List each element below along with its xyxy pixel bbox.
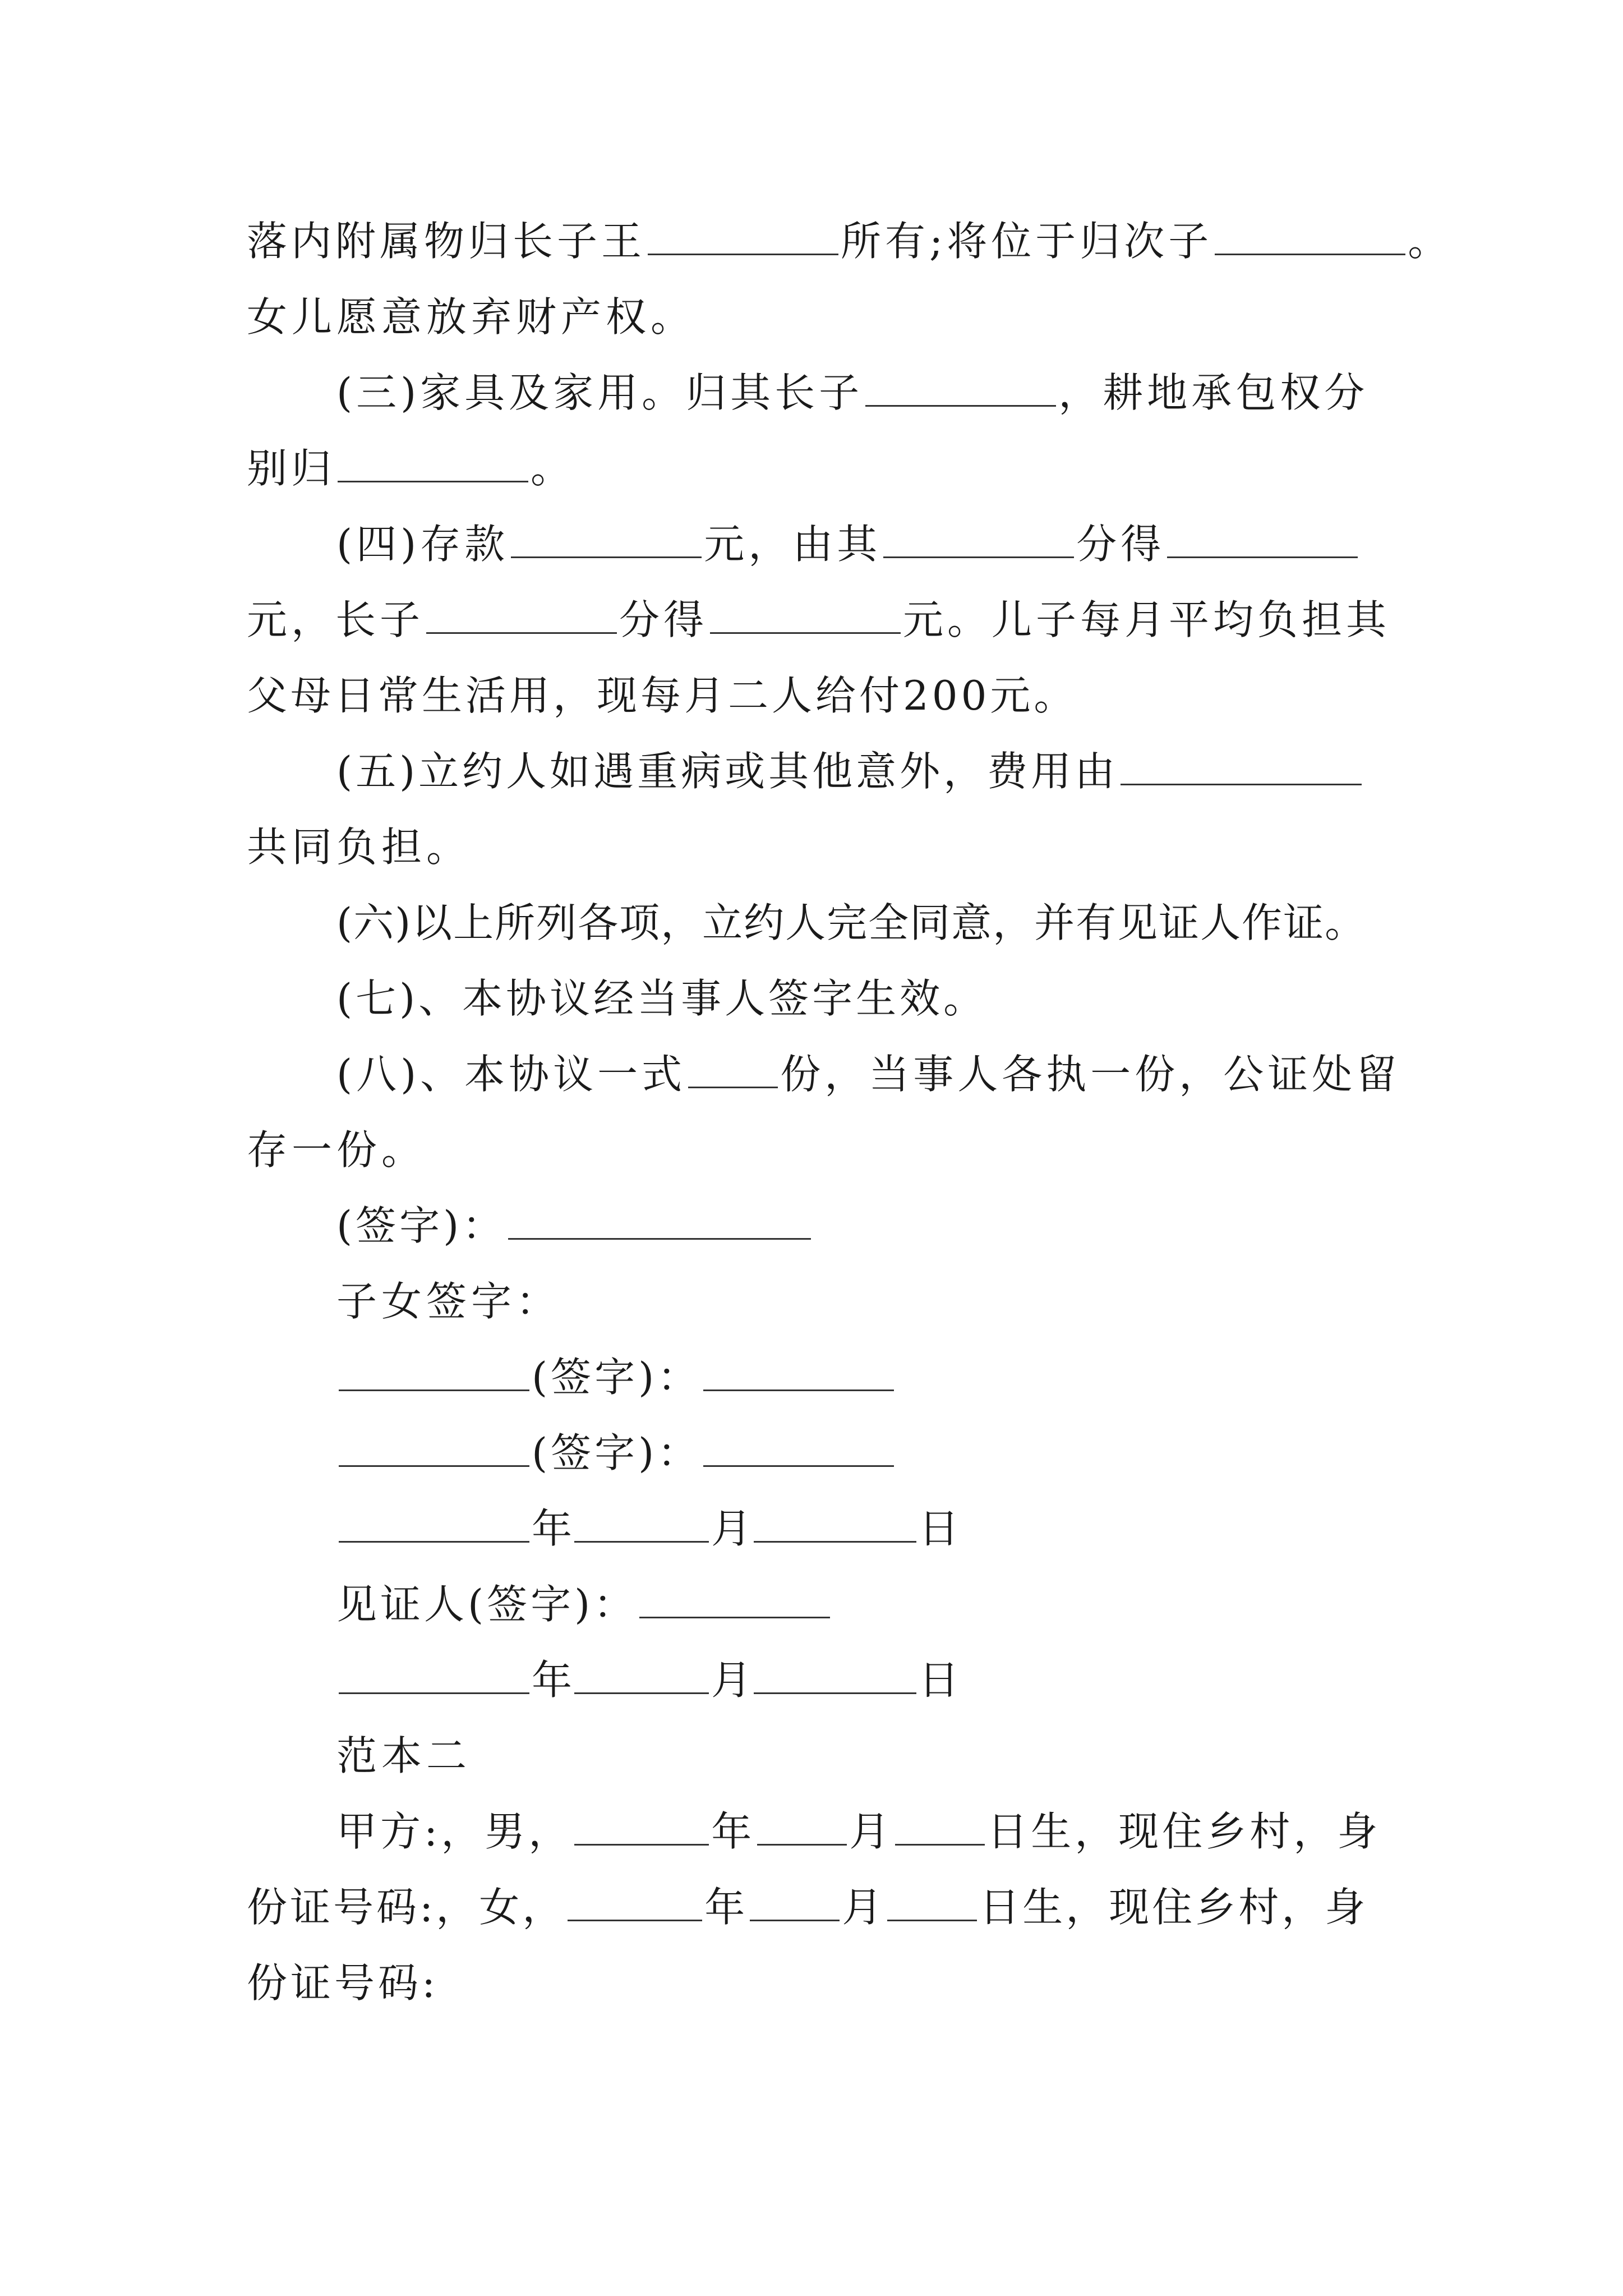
text-segment: 年 (704, 1884, 748, 1931)
text-segment: 月 (842, 1884, 886, 1931)
text-segment: 元，由其 (704, 521, 882, 568)
signature-blank (508, 1203, 811, 1240)
text-line (336, 965, 987, 1032)
text-line (247, 662, 1077, 729)
year-blank (574, 1809, 709, 1846)
year-label: 年 (532, 1505, 573, 1552)
month-blank (757, 1809, 847, 1846)
text-segment: 元。儿子每月平均负担其 (903, 596, 1391, 643)
text-segment: 分得 (1076, 521, 1165, 568)
text-line (336, 1798, 1381, 1865)
text-line (336, 359, 1368, 426)
text-line (336, 738, 1364, 805)
text-segment: (签字)： (532, 1354, 702, 1401)
fill-in-blank (865, 370, 1056, 407)
fill-in-blank (648, 219, 838, 255)
text-segment: 份证号码: (247, 1959, 439, 2007)
text-segment: (签字)： (336, 1202, 506, 1249)
text-segment: 份证号码:，女， (247, 1884, 566, 1931)
year-blank (339, 1658, 529, 1694)
text-segment: (三)家具及家用。归其长子 (336, 369, 864, 416)
text-segment: 日生，现住乡村，身 (987, 1808, 1381, 1855)
month-blank (574, 1658, 709, 1694)
text-line (336, 1343, 896, 1411)
text-line (336, 1419, 896, 1487)
text-segment: 甲方:，男， (336, 1808, 573, 1855)
fill-in-blank (688, 1052, 778, 1088)
text-segment: 存一份。 (247, 1126, 427, 1174)
fill-in-blank (1167, 522, 1358, 558)
signature-blank (703, 1355, 894, 1391)
text-segment: 落内附属物归长子王 (247, 218, 646, 265)
text-segment: (六)以上所列各项，立约人完全同意，并有见证人作证。 (336, 899, 1367, 946)
month-blank (574, 1506, 709, 1543)
text-segment: 别归 (247, 445, 336, 492)
year-label: 年 (532, 1657, 573, 1704)
text-segment: 所有;将位于归次子 (841, 218, 1213, 265)
text-line (247, 1874, 1368, 1941)
text-line (247, 283, 695, 351)
text-segment: (五)立约人如遇重病或其他意外，费用由 (336, 748, 1119, 795)
text-segment: 月 (849, 1808, 893, 1855)
day-blank (887, 1885, 977, 1921)
text-line (247, 208, 1452, 275)
text-segment: 。 (531, 445, 575, 492)
text-line (247, 435, 575, 502)
text-line (336, 1041, 1400, 1108)
text-segment: 见证人(签字)： (336, 1581, 638, 1628)
day-label: 日 (919, 1657, 960, 1704)
text-segment: 共同负担。 (247, 823, 472, 871)
fill-in-blank (1215, 219, 1405, 255)
text-segment: (八)、本协议一式 (336, 1051, 686, 1098)
text-line (247, 1116, 426, 1184)
day-blank (754, 1506, 916, 1543)
date-line (336, 1495, 959, 1562)
text-segment: (签字)： (532, 1429, 702, 1476)
text-line (247, 1949, 439, 2017)
fill-in-blank (426, 597, 617, 634)
text-segment: (四)存款 (336, 521, 509, 568)
text-segment: 年 (711, 1808, 755, 1855)
day-label: 日 (919, 1505, 960, 1552)
text-segment: 女儿愿意放弃财产权。 (247, 293, 696, 341)
fill-in-blank (883, 522, 1074, 558)
signature-blank (703, 1430, 894, 1467)
section-heading (336, 1722, 471, 1789)
text-segment: 分得 (619, 596, 708, 643)
text-segment: (七)、本协议经当事人签字生效。 (336, 975, 988, 1022)
fill-in-blank (1121, 749, 1362, 785)
text-segment: 。 (1408, 218, 1453, 265)
text-line (336, 1268, 561, 1335)
text-segment: 子女签字： (336, 1278, 561, 1325)
date-line (336, 1646, 959, 1714)
text-line (336, 1192, 813, 1259)
text-line (336, 1571, 832, 1638)
signature-blank (339, 1430, 529, 1467)
text-segment: 父母日常生活用，现每月二人给付200元。 (247, 672, 1078, 719)
year-blank (339, 1506, 529, 1543)
signature-blank (339, 1355, 529, 1391)
text-segment: 元，长子 (247, 596, 425, 643)
fill-in-blank (511, 522, 702, 558)
day-blank (895, 1809, 985, 1846)
text-line (247, 813, 471, 881)
year-blank (568, 1885, 702, 1921)
day-blank (754, 1658, 916, 1694)
month-label: 月 (711, 1505, 752, 1552)
text-line (336, 510, 1360, 578)
text-segment: ，耕地承包权分 (1058, 369, 1369, 416)
text-segment: 日生，现住乡村，身 (979, 1884, 1368, 1931)
heading-text: 范本二 (336, 1732, 472, 1779)
text-segment: 份，当事人各执一份，公证处留 (780, 1051, 1401, 1098)
month-label: 月 (711, 1657, 752, 1704)
fill-in-blank (710, 597, 901, 634)
signature-blank (639, 1582, 830, 1618)
month-blank (750, 1885, 840, 1921)
text-line (247, 586, 1390, 654)
fill-in-blank (338, 446, 528, 482)
text-line (336, 889, 1366, 956)
